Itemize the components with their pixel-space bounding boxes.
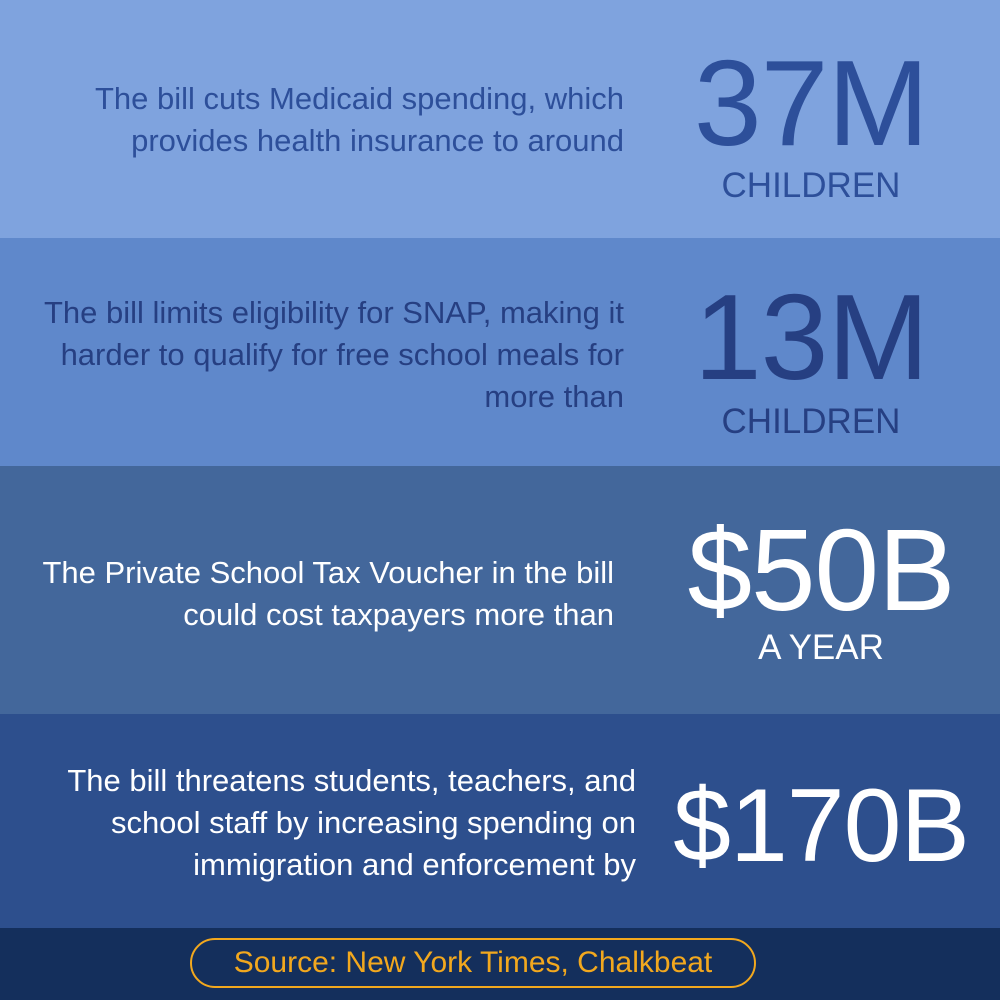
immigration-stat <box>666 768 976 884</box>
description-line: The bill threatens students, teachers, and <box>67 763 636 798</box>
medicaid-description <box>14 78 624 162</box>
source-footer <box>0 928 1000 1000</box>
stat-unit: A YEAR <box>758 628 884 667</box>
description-line: harder to qualify for free school meals for <box>60 337 624 372</box>
description-line: The bill limits eligibility for SNAP, making it <box>43 295 624 330</box>
medicaid-stat <box>676 35 946 206</box>
immigration-description <box>6 760 636 886</box>
stat-value: 37M <box>693 35 929 171</box>
voucher-panel <box>0 466 1000 714</box>
description-line: immigration and enforcement by <box>193 847 636 882</box>
description-line: could cost taxpayers more than <box>183 597 614 632</box>
stat-value: 13M <box>693 269 929 405</box>
medicaid-panel <box>0 0 1000 238</box>
description-line: The Private School Tax Voucher in the bill <box>42 555 614 590</box>
description-line: school staff by increasing spending on <box>110 805 636 840</box>
description-line: provides health insurance to around <box>131 123 624 158</box>
stat-unit: CHILDREN <box>721 166 901 205</box>
snap-panel <box>0 238 1000 466</box>
source-citation: Source: New York Times, Chalkbeat <box>190 938 756 988</box>
stat-value: $50B <box>687 505 955 635</box>
voucher-description <box>4 552 614 636</box>
description-line: more than <box>484 379 624 414</box>
voucher-stat <box>666 505 976 668</box>
description-line: The bill cuts Medicaid spending, which <box>95 81 624 116</box>
stat-unit: CHILDREN <box>721 402 901 441</box>
snap-description <box>4 292 624 418</box>
immigration-panel <box>0 714 1000 928</box>
stat-value: $170B <box>673 768 969 884</box>
snap-stat <box>676 269 946 442</box>
